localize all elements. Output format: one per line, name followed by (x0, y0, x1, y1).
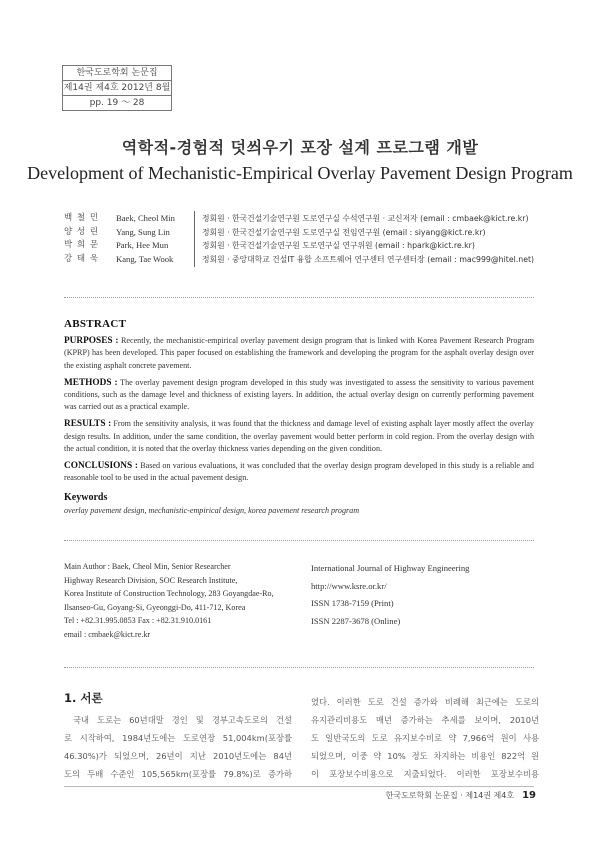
keywords-text: overlay pavement design, mechanistic-empirical design, korea pavement research program (64, 505, 360, 515)
purposes-label: PURPOSES : (64, 336, 119, 347)
issn-print: ISSN 1738-7159 (Print) (311, 598, 394, 608)
abstract-heading: ABSTRACT (64, 318, 127, 330)
abstract-conclusions (64, 460, 534, 484)
body-line: 국내 도로는 60년대말 경인 및 경부고속도로의 건설 (73, 715, 292, 725)
author-row (64, 212, 544, 226)
body-column-right (311, 693, 539, 783)
journal-url[interactable]: http://www.ksre.or.kr/ (311, 580, 387, 591)
author-row (64, 253, 544, 267)
results-text: From the sensitivity analysis, it was found that the thickness and damage level of existing asphalt layer mostly affect the overlay design results. In addition, under the same condition, the overlay pavement would better perform in cold region. From the overlay design with the actual condition, it is noted that the overlay thickness varies depending on the given condition. (64, 419, 534, 453)
page-footer (386, 790, 536, 801)
author-name-korean: 강 태 욱 (64, 253, 100, 264)
contact-line: Highway Research Division, SOC Research Institute, (64, 575, 238, 585)
author-affiliation: 정회원 · 한국건설기술연구원 도로연구실 전임연구원 (email : siyang@kict.re.kr) (202, 227, 486, 237)
body-line: 46.30%)가 되었으며, 26년이 지난 2010년도에는 84년 (64, 751, 292, 761)
journal-issue: 제14권 제4호 2012년 8월 (63, 80, 171, 96)
author-name-korean: 양 성 린 (64, 226, 100, 237)
author-name-english: Kang, Tae Wook (116, 253, 174, 264)
author-list (64, 212, 544, 266)
author-divider (194, 211, 195, 267)
author-row (64, 226, 544, 240)
title-english: Development of Mechanistic-Empirical Overlay Pavement Design Program (27, 163, 573, 183)
journal-info (311, 560, 551, 630)
issn-online: ISSN 2287-3678 (Online) (311, 615, 401, 626)
journal-info-box (62, 65, 172, 111)
main-author-contact (64, 560, 304, 641)
abstract-methods (64, 377, 534, 414)
author-name-korean: 박 희 문 (64, 240, 100, 250)
abstract-section (64, 318, 534, 517)
contact-line: Korea Institute of Construction Technology, 283 Goyangdae-Ro, (64, 589, 274, 598)
contact-line: Tel : +82.31.995.0853 Fax : +82.31.910.0161 (64, 616, 212, 625)
author-name-korean: 백 철 민 (64, 213, 100, 223)
abstract-purposes (64, 335, 534, 372)
contact-line: Main Author : Baek, Cheol Min, Senior Researcher (64, 562, 231, 571)
page-number: 19 (522, 790, 536, 801)
footer-journal: 한국도로학회 논문집 · 제14권 제4호 (385, 791, 515, 800)
contact-line: email : cmbaek@kict.re.kr (64, 629, 151, 639)
body-column-left (64, 711, 292, 783)
dotted-divider (64, 297, 534, 298)
journal-name: 한국도로학회 논문집 (76, 68, 158, 78)
section-title: 1. 서론 (64, 691, 103, 705)
contact-line: Ilsanseo-Gu, Goyang-Si, Gyeonggi-Do, 411-712, Korea (64, 602, 246, 612)
body-line: 도 일반국도의 도로 유지보수비로 약 7,966억 원이 사용 (311, 733, 539, 743)
body-line: 였다. 이러한 도로 건설 증가와 비례해 최근에는 도로의 (311, 697, 539, 707)
results-label: RESULTS : (64, 419, 112, 430)
body-line: 로 시작하여, 1984년도에는 도로연장 51,004km(포장률 (64, 733, 292, 743)
conclusions-label: CONCLUSIONS : (64, 461, 138, 472)
body-line: 유지관리비용도 매년 증가하는 추세를 보이며, 2010년 (311, 715, 539, 725)
journal-full-name: International Journal of Highway Engineering (311, 563, 470, 573)
author-affiliation: 정회원 · 한국건설기술연구원 도로연구실 연구위원 (email : hpark@kict.re.kr) (202, 241, 475, 250)
author-name-english: Baek, Cheol Min (116, 213, 175, 223)
author-name-english: Yang, Sung Lin (116, 226, 170, 237)
journal-pages: pp. 19 ～ 28 (89, 98, 145, 108)
methods-text: The overlay pavement design program developed in this study was investigated to assess the sensitivity to various pavement conditions, such as the damage level and thickness of existing layers. In addition, the actual overlay design on currently performing pavement was carried out as a practical example. (64, 377, 534, 412)
author-affiliation: 정회원 · 한국건설기술연구원 도로연구실 수석연구원 · 교신저자 (email : cmbaek@kict.re.kr) (202, 214, 529, 223)
conclusions-text: Based on various evaluations, it was concluded that the overlay design program developed in this study is a reliable and reasonable tool to be used in the actual pavement design. (64, 461, 534, 483)
body-line: 이 포장보수비용으로 지출되었다. 이러한 포장보수비용 (311, 769, 539, 779)
methods-label: METHODS : (64, 377, 118, 388)
author-affiliation: 정회원 · 중앙대학교 건설IT 융합 소프트웨어 연구센터 연구센터장 (email : mac999@hitel.net) (202, 254, 535, 264)
body-line: 되었으며, 이중 약 10% 정도 차지하는 비용인 822억 원 (311, 751, 539, 761)
dotted-divider (64, 540, 534, 541)
dotted-divider (64, 667, 534, 668)
purposes-text: Recently, the mechanistic-empirical overlay pavement design program that is linked with Korea Pavement Research Program (KPRP) has been developed. This paper focused on establishing the framework and developing the program for the asphalt overlay design over the existing asphalt concrete pavement. (64, 336, 534, 370)
author-row (64, 239, 544, 253)
body-line: 도의 두배 수준인 105,565km(포장률 79.8%)로 증가하 (64, 769, 292, 779)
footer-divider (64, 786, 534, 787)
title-korean: 역학적-경험적 덧씌우기 포장 설계 프로그램 개발 (121, 138, 479, 157)
author-name-english: Park, Hee Mun (116, 240, 169, 250)
abstract-results (64, 418, 534, 455)
keywords-heading: Keywords (64, 492, 108, 504)
